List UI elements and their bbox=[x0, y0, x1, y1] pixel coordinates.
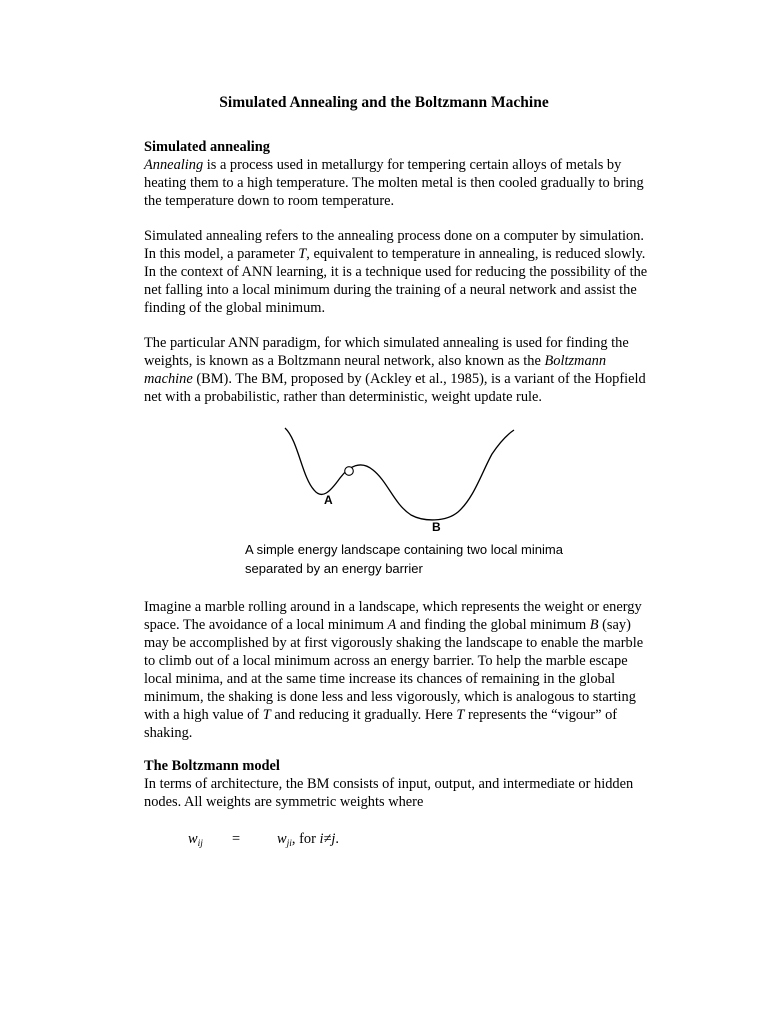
paragraph-line: shaking. bbox=[144, 725, 193, 741]
energy-curve bbox=[285, 428, 514, 520]
equation-lhs: $w_{ij}$ bbox=[188, 831, 203, 849]
paragraph-line: space. The avoidance of a local minimum A and finding the global minimum B (say) bbox=[144, 617, 631, 633]
paragraph-line: finding of the global minimum. bbox=[144, 300, 326, 316]
paragraph-line: Simulated annealing refers to the annealing process done on a computer by simulation. bbox=[144, 228, 644, 244]
paragraph-line: with a high value of T and reducing it gradually. Here T represents the “vigour” of bbox=[144, 707, 618, 723]
paragraph-line: net falling into a local minimum during the training of a neural network and assist the bbox=[144, 282, 637, 298]
paragraph-boltzmann-paradigm bbox=[144, 334, 704, 406]
paragraph-line: In this model, a parameter T, equivalent to temperature in annealing, is reduced slowly. bbox=[144, 246, 646, 262]
section-boltzmann-model bbox=[144, 757, 704, 811]
paragraph-simulation bbox=[144, 227, 704, 317]
paragraph-line: In the context of ANN learning, it is a technique used for reducing the possibility of the bbox=[144, 264, 648, 280]
equation-rhs: $w_{ji}$, for i≠j. bbox=[277, 831, 339, 849]
paragraph-line: machine (BM). The BM, proposed by (Ackley et al., 1985), is a variant of the Hopfield bbox=[144, 371, 646, 387]
paragraph-line: The particular ANN paradigm, for which simulated annealing is used for finding the bbox=[144, 335, 629, 351]
paragraph-line: nodes. All weights are symmetric weights where bbox=[144, 794, 424, 810]
figure-caption: A simple energy landscape containing two local minima separated by an energy barrier bbox=[245, 542, 563, 576]
paragraph-line: Imagine a marble rolling around in a landscape, which represents the weight or energy bbox=[144, 599, 642, 615]
paragraph-line: may be accomplished by at first vigorously shaking the landscape to enable the marble bbox=[144, 635, 644, 651]
paragraph-line: net with a probabilistic, rather than deterministic, weight update rule. bbox=[144, 389, 543, 405]
paragraph-line: heating them to a high temperature. The molten metal is then cooled gradually to bring bbox=[144, 175, 644, 191]
paragraph-line: to climb out of a local minimum across an energy barrier. To help the marble escape bbox=[144, 653, 628, 669]
marble-icon bbox=[345, 467, 354, 476]
paragraph-marble bbox=[144, 598, 704, 742]
section-simulated-annealing bbox=[144, 138, 704, 210]
equation-equals: = bbox=[232, 831, 241, 847]
page-title: Simulated Annealing and the Boltzmann Machine bbox=[219, 94, 549, 111]
paragraph-line: In terms of architecture, the BM consists of input, output, and intermediate or hidden bbox=[144, 776, 634, 792]
paragraph-line: Annealing is a process used in metallurgy for tempering certain alloys of metals by bbox=[144, 157, 622, 173]
minimum-a-label: A bbox=[324, 493, 333, 507]
section-heading: The Boltzmann model bbox=[144, 758, 280, 774]
section-heading: Simulated annealing bbox=[144, 139, 270, 155]
paragraph-line: minimum, the shaking is done less and less vigorously, which is analogous to starting bbox=[144, 689, 636, 705]
energy-landscape-figure bbox=[276, 422, 526, 534]
paragraph-line: local minima, and at the same time increase its chances of remaining in the global bbox=[144, 671, 616, 687]
paragraph-line: the temperature down to room temperature. bbox=[144, 193, 395, 209]
minimum-b-label: B bbox=[432, 520, 441, 534]
paragraph-line: weights, is known as a Boltzmann neural network, also known as the Boltzmann bbox=[144, 353, 607, 369]
